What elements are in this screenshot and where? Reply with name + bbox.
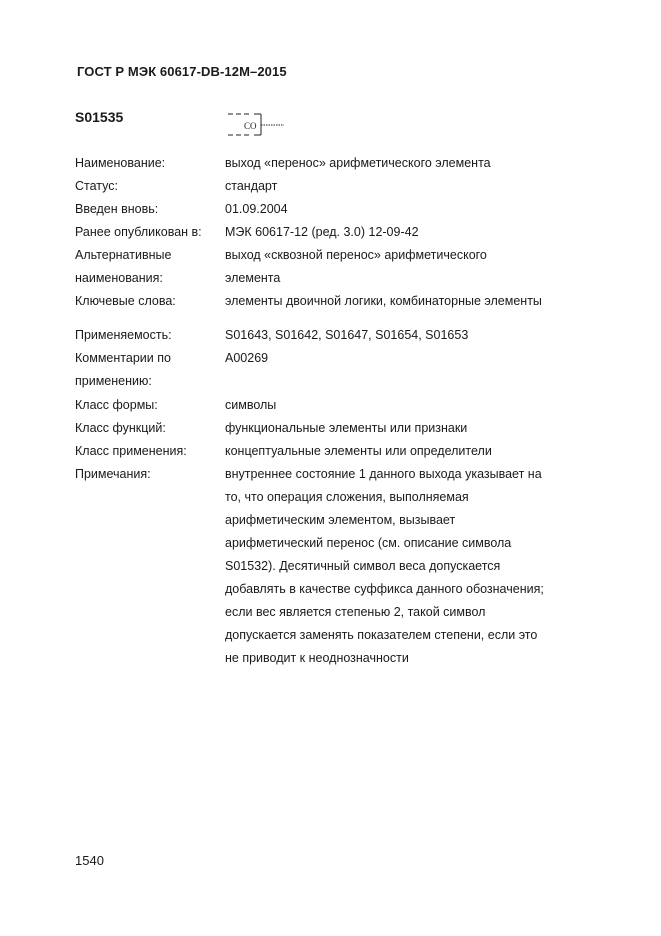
note-line: S01532). Десятичный символ веса допускается (225, 559, 501, 573)
field-label: Класс формы: (75, 398, 158, 412)
field-label: Примечания: (75, 467, 151, 481)
field-value (225, 463, 645, 670)
field-label: наименования: (75, 271, 163, 285)
field-label: Ключевые слова: (75, 294, 176, 308)
note-line: если вес является степенью 2, такой символ (225, 605, 486, 619)
field-label: Ранее опубликован в: (75, 225, 202, 239)
carry-output-symbol-icon (226, 112, 296, 140)
symbol-code: S01535 (75, 109, 124, 125)
note-line: не приводит к неоднозначности (225, 651, 409, 665)
note-line: арифметический перенос (см. описание символа (225, 536, 512, 550)
field-label: Применяемость: (75, 328, 172, 342)
field-label: применению: (75, 374, 152, 388)
symbol-graphic (226, 112, 296, 140)
page-number: 1540 (75, 853, 104, 868)
field-value: символы (225, 398, 277, 412)
field-value: элементы двоичной логики, комбинаторные элементы (225, 294, 542, 308)
note-line: внутреннее состояние 1 данного выхода указывает на (225, 467, 542, 481)
document-header: ГОСТ Р МЭК 60617-DB-12M–2015 (77, 64, 287, 79)
field-value: элемента (225, 271, 281, 285)
field-label: Статус: (75, 179, 118, 193)
field-value: МЭК 60617-12 (ред. 3.0) 12-09-42 (225, 225, 419, 239)
note-line: арифметическим элементом, вызывает (225, 513, 456, 527)
field-value: S01643, S01642, S01647, S01654, S01653 (225, 328, 469, 342)
field-label: Введен вновь: (75, 202, 159, 216)
field-label: Комментарии по (75, 351, 171, 365)
field-value: выход «сквозной перенос» арифметического (225, 248, 487, 262)
field-label: Альтернативные (75, 248, 172, 262)
symbol-graphic-label: CO (244, 121, 257, 131)
field-label: Класс функций: (75, 421, 166, 435)
field-value: стандарт (225, 179, 278, 193)
field-label: Класс применения: (75, 444, 187, 458)
field-value: выход «перенос» арифметического элемента (225, 156, 491, 170)
field-value: концептуальные элементы или определители (225, 444, 492, 458)
note-line: допускается заменять показателем степени, если это (225, 628, 538, 642)
note-line: то, что операция сложения, выполняемая (225, 490, 469, 504)
field-value: A00269 (225, 351, 269, 365)
field-label: Наименование: (75, 156, 166, 170)
field-value: 01.09.2004 (225, 202, 288, 216)
note-line: добавлять в качестве суффикса данного обозначения; (225, 582, 544, 596)
field-value: функциональные элементы или признаки (225, 421, 468, 435)
